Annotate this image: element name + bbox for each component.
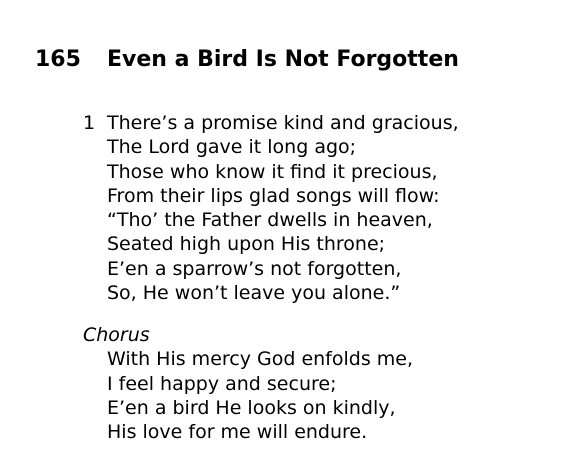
- chorus-label: Chorus: [83, 324, 150, 346]
- verse-line: “Tho’ the Father dwells in heaven,: [107, 209, 433, 232]
- hymn-title: Even a Bird Is Not Forgotten: [107, 47, 459, 72]
- verse-1: [83, 111, 459, 305]
- verse-line: There’s a promise kind and gracious,: [107, 112, 459, 134]
- verse-line: Those who know it find it precious,: [107, 160, 438, 183]
- hymn-number: 165: [35, 47, 81, 72]
- chorus-lines: [107, 347, 413, 444]
- chorus-line: E’en a bird He looks on kindly,: [107, 396, 396, 419]
- chorus-line: I feel happy and secure;: [107, 372, 337, 395]
- verse-line: From their lips glad songs will flow:: [107, 184, 440, 207]
- verse-line: So, He won’t leave you alone.”: [107, 282, 401, 305]
- verse-number: 1: [83, 112, 96, 134]
- verse-lines: [107, 111, 459, 305]
- verse-line: E’en a sparrow’s not forgotten,: [107, 257, 402, 280]
- hymn-header: [35, 46, 459, 74]
- chorus-line: With His mercy God enfolds me,: [107, 348, 414, 371]
- chorus-line: His love for me will endure.: [107, 421, 368, 444]
- verse-line: Seated high upon His throne;: [107, 233, 386, 256]
- verse-line: The Lord gave it long ago;: [107, 136, 357, 159]
- chorus: [83, 323, 413, 444]
